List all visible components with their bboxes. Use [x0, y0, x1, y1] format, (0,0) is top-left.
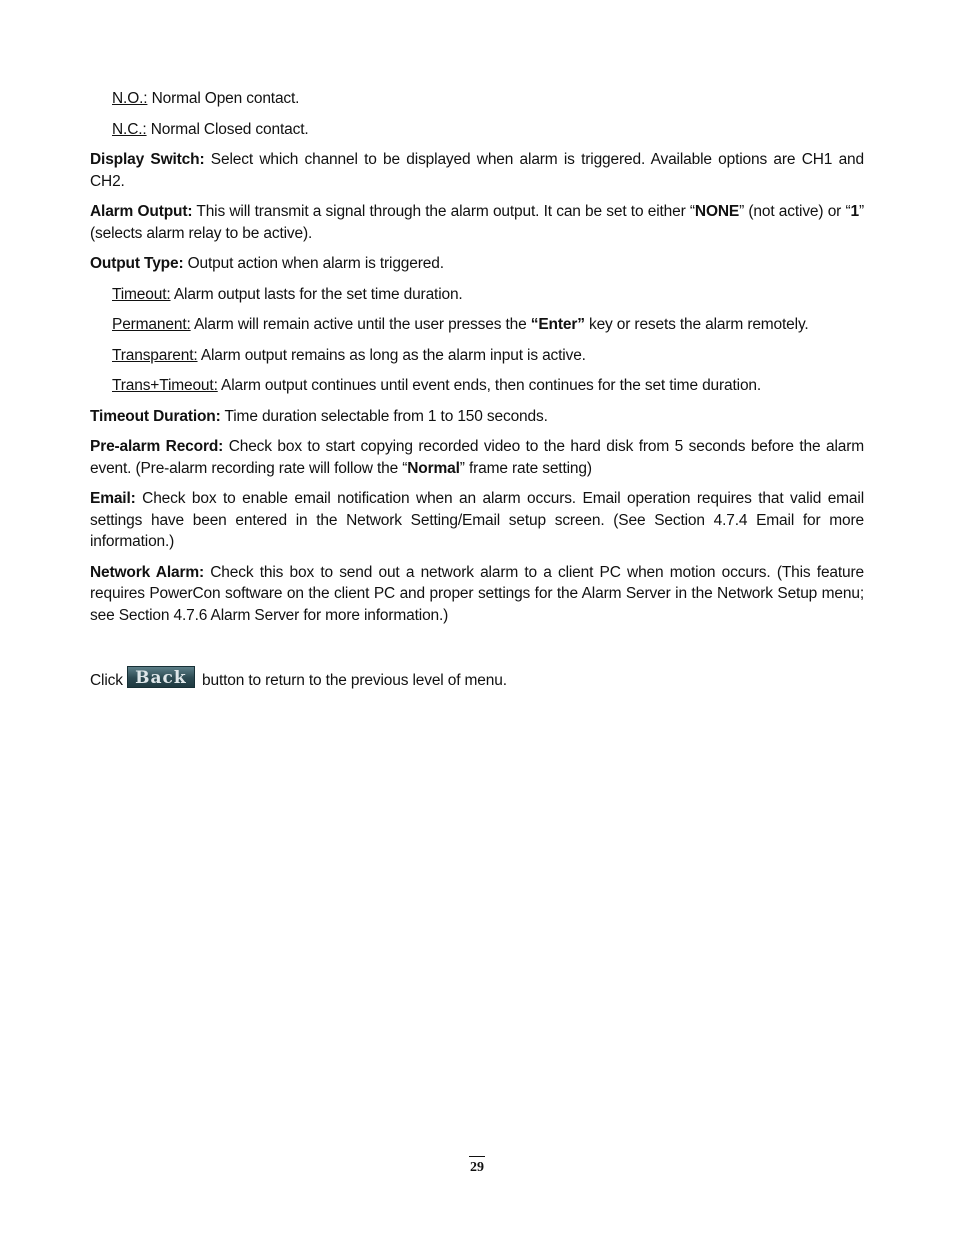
alarm-output-one: 1 — [850, 203, 859, 220]
permanent-text-2: key or resets the alarm remotely. — [584, 316, 809, 333]
footer-rule — [469, 1156, 485, 1157]
transparent-label: Transparent: — [112, 346, 198, 364]
email-text: Check box to enable email notification when an alarm occurs. Email operation requires that valid email settings have been entered in the Network Setting/Email setup screen. (See Section 4.7.4 Email for more information.) — [90, 490, 864, 550]
timeout-duration-text: Time duration selectable from 1 to 150 seconds. — [220, 407, 548, 425]
back-button[interactable]: Back — [127, 666, 195, 688]
item-output-type — [90, 253, 864, 275]
output-type-label: Output Type: — [90, 255, 184, 272]
timeout-duration-label: Timeout Duration: — [90, 407, 221, 425]
prealarm-label: Pre-alarm Record: — [90, 438, 224, 455]
item-normal-closed — [90, 119, 864, 141]
item-transparent — [90, 345, 864, 367]
item-alarm-output — [90, 201, 864, 244]
email-label: Email: — [90, 490, 136, 507]
network-alarm-text: Check this box to send out a network alarm to a client PC when motion occurs. (This feature requires PowerCon software on the client PC and proper settings for the Alarm Server in the Network Setup menu; see Section 4.7.6 Alarm Server for more information.) — [90, 563, 864, 624]
page-footer — [0, 1156, 954, 1176]
trans-timeout-text: Alarm output continues until event ends, then continues for the set time duration. — [217, 377, 762, 394]
item-timeout — [90, 284, 864, 306]
item-permanent — [90, 314, 864, 336]
timeout-text: Alarm output lasts for the set time duration. — [170, 285, 463, 303]
transparent-text: Alarm output remains as long as the alarm input is active. — [197, 346, 586, 364]
permanent-label: Permanent: — [112, 316, 191, 333]
nc-text: Normal Closed contact. — [146, 120, 309, 138]
display-switch-text: Select which channel to be displayed when alarm is triggered. Available options are CH1 and CH2. — [90, 151, 864, 190]
prealarm-normal: Normal — [407, 459, 460, 477]
alarm-output-text-2: ” (not active) or “ — [739, 203, 851, 220]
item-display-switch — [90, 149, 864, 192]
item-normal-open — [90, 88, 864, 110]
no-text: Normal Open contact. — [147, 90, 300, 107]
page-number: 29 — [470, 1160, 484, 1175]
click-prefix: Click — [90, 672, 123, 689]
item-network-alarm — [90, 562, 864, 627]
display-switch-label: Display Switch: — [90, 151, 205, 168]
permanent-text-1: Alarm will remain active until the user presses the — [190, 316, 531, 333]
timeout-label: Timeout: — [112, 285, 171, 303]
output-type-text: Output action when alarm is triggered. — [183, 255, 444, 272]
alarm-output-label: Alarm Output: — [90, 203, 193, 220]
item-prealarm-record — [90, 436, 864, 479]
prealarm-text-2: ” frame rate setting) — [459, 459, 592, 477]
no-label: N.O.: — [112, 90, 148, 107]
prealarm-text-1: Check box to start copying recorded video to the hard disk from 5 seconds before the alarm event. (Pre-alarm recording rate will follow the “ — [90, 438, 864, 477]
item-trans-timeout — [90, 375, 864, 397]
item-email — [90, 488, 864, 553]
network-alarm-label: Network Alarm: — [90, 563, 204, 581]
click-suffix: button to return to the previous level of menu. — [197, 672, 507, 689]
alarm-output-text-1: This will transmit a signal through the alarm output. It can be set to either “ — [192, 203, 695, 220]
nc-label: N.C.: — [112, 120, 147, 138]
item-timeout-duration — [90, 406, 864, 428]
permanent-enter-key: “Enter” — [530, 316, 585, 333]
back-instruction — [90, 666, 864, 692]
alarm-output-none: NONE — [694, 203, 740, 220]
page-body — [90, 88, 864, 701]
alarm-output-text-3: ” (selects alarm relay to be active). — [90, 203, 864, 242]
trans-timeout-label: Trans+Timeout: — [112, 377, 218, 394]
